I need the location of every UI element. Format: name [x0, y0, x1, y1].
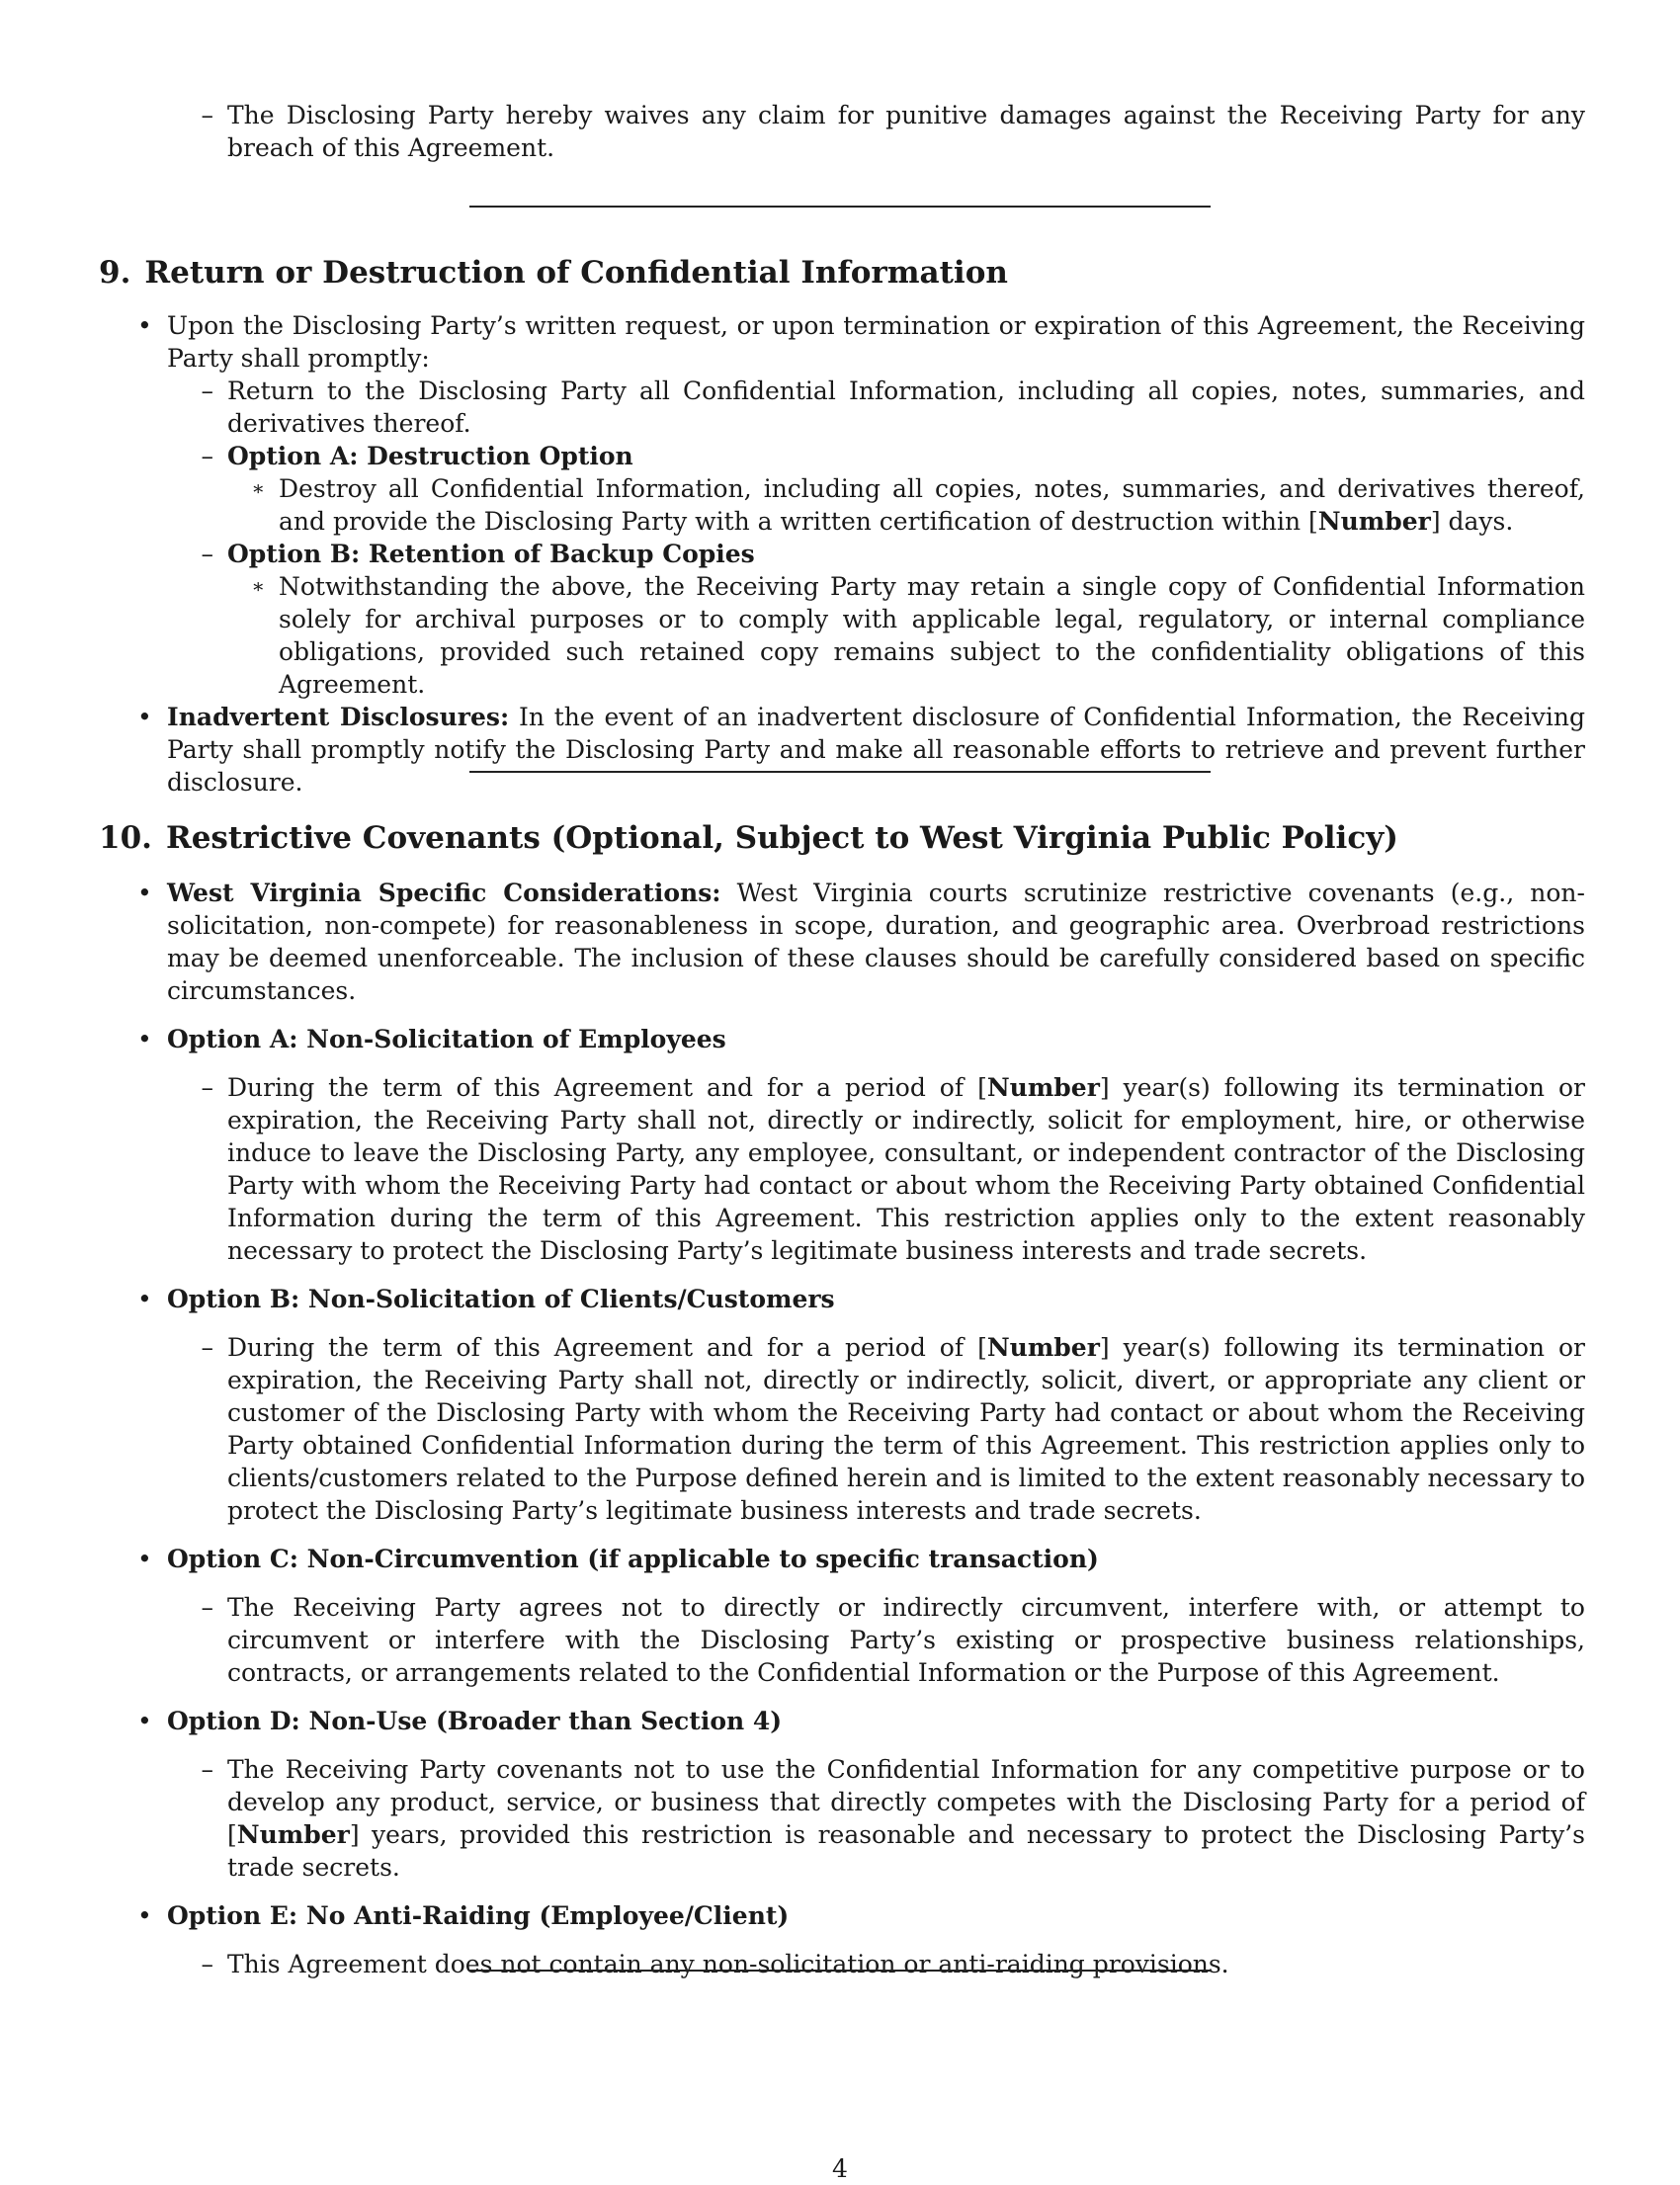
page-number: 4: [832, 2154, 848, 2183]
number-placeholder: Number: [1317, 507, 1431, 536]
option-text: This Agreement does not contain any non-solicitation or anti-raiding provisions.: [227, 1950, 1229, 1978]
dash-marker: –: [201, 442, 213, 470]
dash-marker: –: [201, 1333, 213, 1362]
section-divider: [469, 206, 1211, 208]
bullet-marker: •: [137, 1285, 152, 1313]
bullet-marker: •: [137, 1901, 152, 1930]
option-text: The Receiving Party covenants not to use the Confidential Information for any competitive purpose or to develop any product, service, or business that directly competes with the Disclosing Party for a period of [: [227, 1755, 1585, 1849]
option-text: During the term of this Agreement and for a period of [: [227, 1333, 987, 1362]
list-item: [137, 309, 1585, 375]
list-item: [201, 1753, 1585, 1884]
waiver-text: The Disclosing Party hereby waives any claim for punitive damages against the Receiving Party for any breach of this Agreement.: [227, 101, 1585, 162]
section-number: 10.: [99, 820, 152, 856]
dash-marker: –: [201, 1755, 213, 1784]
section-number: 9.: [99, 255, 131, 291]
inadvertent-text: In the event of an inadvertent disclosure of Confidential Information, the Receiving Party shall promptly notify the Disclosing Party and make all reasonable efforts to retrieve and prevent further disclosure.: [167, 703, 1585, 797]
bullet-marker: •: [137, 1545, 152, 1573]
option-label: Option C: Non-Circumvention (if applicable to specific transaction): [167, 1545, 1099, 1573]
number-placeholder: Number: [236, 1820, 350, 1849]
section-9-body: [0, 309, 1680, 798]
list-item: [201, 1071, 1585, 1267]
return-intro-text: Upon the Disclosing Party’s written request, or upon termination or expiration of this Agreement, the Receiving Party shall promptly:: [167, 311, 1585, 373]
list-item: [201, 99, 1585, 164]
option-label: Option A: Destruction Option: [227, 442, 633, 470]
list-item: [137, 1899, 1585, 1932]
list-item: [251, 472, 1585, 538]
dash-marker: –: [201, 101, 213, 129]
option-text: During the term of this Agreement and for a period of [: [227, 1073, 987, 1102]
number-placeholder: Number: [986, 1333, 1100, 1362]
section-9-heading: [99, 253, 1008, 293]
option-text: The Receiving Party agrees not to directly or indirectly circumvent, interfere with, or attempt to circumvent or interfere with the Disclosing Party’s existing or prospective business relationships, contracts, or arrangements related to the Confidential Information or the Purpose of this Agreement.: [227, 1593, 1585, 1687]
bullet-marker: •: [137, 703, 152, 731]
list-item: [137, 1023, 1585, 1055]
section-title: Restrictive Covenants (Optional, Subject to West Virginia Public Policy): [165, 820, 1398, 856]
section-divider: [469, 1970, 1211, 1972]
section-divider: [469, 771, 1211, 773]
option-text-end: ] years, provided this restriction is reasonable and necessary to protect the Disclosing Party’s trade secrets.: [227, 1820, 1585, 1882]
list-item: [137, 1705, 1585, 1737]
dash-marker: –: [201, 540, 213, 568]
destruction-text-end: ] days.: [1430, 507, 1514, 536]
section-10-heading: [99, 818, 1398, 858]
list-item: [201, 375, 1585, 440]
list-item: [201, 440, 1585, 472]
option-text-end: ] year(s) following its termination or expiration, the Receiving Party shall not, directly or indirectly, solicit for employment, hire, or otherwise induce to leave the Disclosing Party, any employee, consultant, or independent contractor of the Disclosing Party with whom the Receiving Party had contact or about whom the Receiving Party obtained Confidential Information during the term of this Agreement. This restriction applies only to the extent reasonably necessary to protect the Disclosing Party’s legitimate business interests and trade secrets.: [227, 1073, 1585, 1265]
section-10-body: [0, 877, 1680, 1980]
inadvertent-label: Inadvertent Disclosures:: [167, 703, 510, 731]
option-label: Option E: No Anti-Raiding (Employee/Client): [167, 1901, 790, 1930]
dash-marker: –: [201, 1593, 213, 1622]
list-item: [201, 1331, 1585, 1527]
waiver-clause-block: [0, 99, 1680, 164]
bullet-marker: •: [137, 879, 152, 907]
return-text: Return to the Disclosing Party all Confidential Information, including all copies, notes, summaries, and derivatives thereof.: [227, 377, 1585, 438]
dash-marker: –: [201, 377, 213, 405]
list-item: [201, 538, 1585, 570]
option-text-end: ] year(s) following its termination or expiration, the Receiving Party shall not, directly or indirectly, solicit, divert, or appropriate any client or customer of the Disclosing Party with whom the Receiving Party had contact or about whom the Receiving Party obtained Confidential Information during the term of this Agreement. This restriction applies only to clients/customers related to the Purpose defined herein and is limited to the extent reasonably necessary to protect the Disclosing Party’s legitimate business interests and trade secrets.: [227, 1333, 1585, 1525]
list-item: [201, 1948, 1585, 1980]
destruction-text: Destroy all Confidential Information, including all copies, notes, summaries, and derivatives thereof, and provide the Disclosing Party with a written certification of destruction within [: [279, 474, 1585, 536]
number-placeholder: Number: [986, 1073, 1100, 1102]
list-item: [137, 701, 1585, 798]
option-label: Option A: Non-Solicitation of Employees: [167, 1025, 726, 1053]
star-marker: ∗: [251, 476, 265, 500]
option-label: Option B: Retention of Backup Copies: [227, 540, 755, 568]
star-marker: ∗: [251, 574, 265, 598]
option-label: Option B: Non-Solicitation of Clients/Customers: [167, 1285, 835, 1313]
retention-text: Notwithstanding the above, the Receiving Party may retain a single copy of Confidential Information solely for archival purposes or to comply with applicable legal, regulatory, or internal compliance obligations, provided such retained copy remains subject to the confidentiality obligations of this Agreement.: [279, 572, 1585, 699]
dash-marker: –: [201, 1073, 213, 1102]
bullet-marker: •: [137, 311, 152, 340]
wv-considerations-text: West Virginia courts scrutinize restrictive covenants (e.g., non-solicitation, non-compete) for reasonableness in scope, duration, and geographic area. Overbroad restrictions may be deemed unenforceable. The inclusion of these clauses should be carefully considered based on specific circumstances.: [167, 879, 1585, 1005]
section-title: Return or Destruction of Confidential Information: [144, 255, 1008, 291]
option-label: Option D: Non-Use (Broader than Section 4): [167, 1707, 783, 1735]
wv-considerations-label: West Virginia Specific Considerations:: [167, 879, 721, 907]
list-item: [251, 570, 1585, 701]
list-item: [201, 1591, 1585, 1689]
list-item: [137, 1543, 1585, 1575]
bullet-marker: •: [137, 1707, 152, 1735]
list-item: [137, 1283, 1585, 1315]
list-item: [137, 877, 1585, 1007]
dash-marker: –: [201, 1950, 213, 1978]
bullet-marker: •: [137, 1025, 152, 1053]
